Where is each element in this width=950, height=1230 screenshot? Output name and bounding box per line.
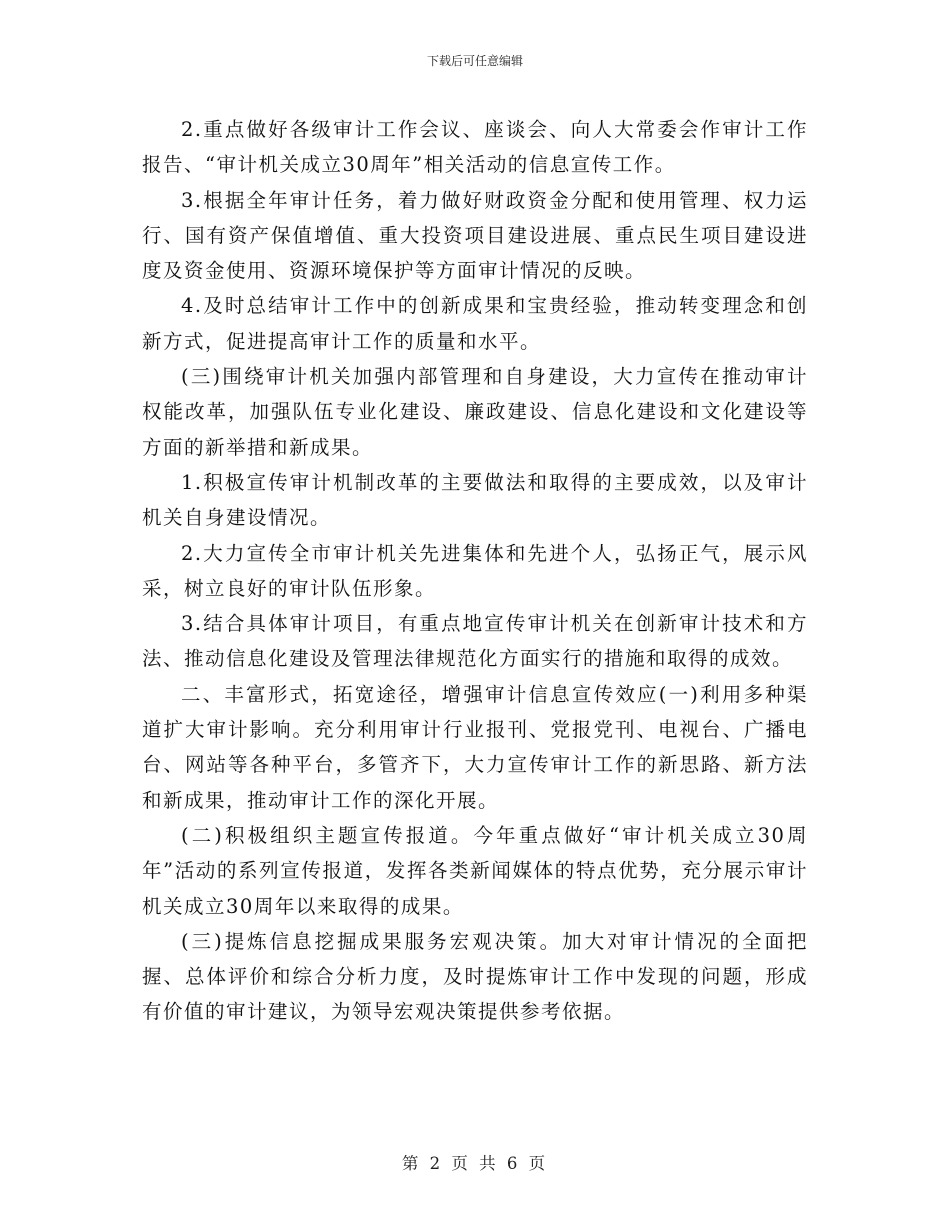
paragraph: 3.根据全年审计任务，着力做好财政资金分配和使用管理、权力运行、国有资产保值增值、重大投资项目建设进展、重点民生项目建设进度及资金使用、资源环境保护等方面审计情况的反映。 [142, 188, 808, 283]
paragraph: (三)围绕审计机关加强内部管理和自身建设，大力宣传在推动审计权能改革，加强队伍专业化建设、廉政建设、信息化建设和文化建设等方面的新举措和新成果。 [142, 365, 808, 459]
paragraph: 2.重点做好各级审计工作会议、座谈会、向人大常委会作审计工作报告、“审计机关成立30周年”相关活动的信息宣传工作。 [142, 118, 808, 177]
page-header: 下载后可任意编辑 [426, 54, 523, 68]
paragraph: (三)提炼信息挖掘成果服务宏观决策。加大对审计情况的全面把握、总体评价和综合分析力度，及时提炼审计工作中发现的问题，形成有价值的审计建议，为领导宏观决策提供参考依据。 [142, 929, 808, 1024]
paragraph: 4.及时总结审计工作中的创新成果和宝贵经验，推动转变理念和创新方式，促进提高审计工作的质量和水平。 [142, 294, 808, 353]
paragraph: (二)积极组织主题宣传报道。今年重点做好“审计机关成立30周年”活动的系列宣传报道，发挥各类新闻媒体的特点优势，充分展示审计机关成立30周年以来取得的成果。 [142, 823, 808, 918]
page-number-footer: 第 2 页 共 6 页 [401, 1154, 549, 1173]
document-body [142, 112, 808, 1030]
paragraph: 1.积极宣传审计机制改革的主要做法和取得的主要成效，以及审计机关自身建设情况。 [142, 470, 808, 530]
paragraph: 3.结合具体审计项目，有重点地宣传审计机关在创新审计技术和方法、推动信息化建设及管理法律规范化方面实行的措施和取得的成效。 [142, 612, 808, 671]
paragraph: 2.大力宣传全市审计机关先进集体和先进个人，弘扬正气，展示风采，树立良好的审计队伍形象。 [142, 541, 808, 600]
paragraph: 二、丰富形式，拓宽途径，增强审计信息宣传效应(一)利用多种渠道扩大审计影响。充分利用审计行业报刊、党报党刊、电视台、广播电台、网站等各种平台，多管齐下，大力宣传审计工作的新思路、新方法和新成果，推动审计工作的深化开展。 [142, 682, 808, 812]
